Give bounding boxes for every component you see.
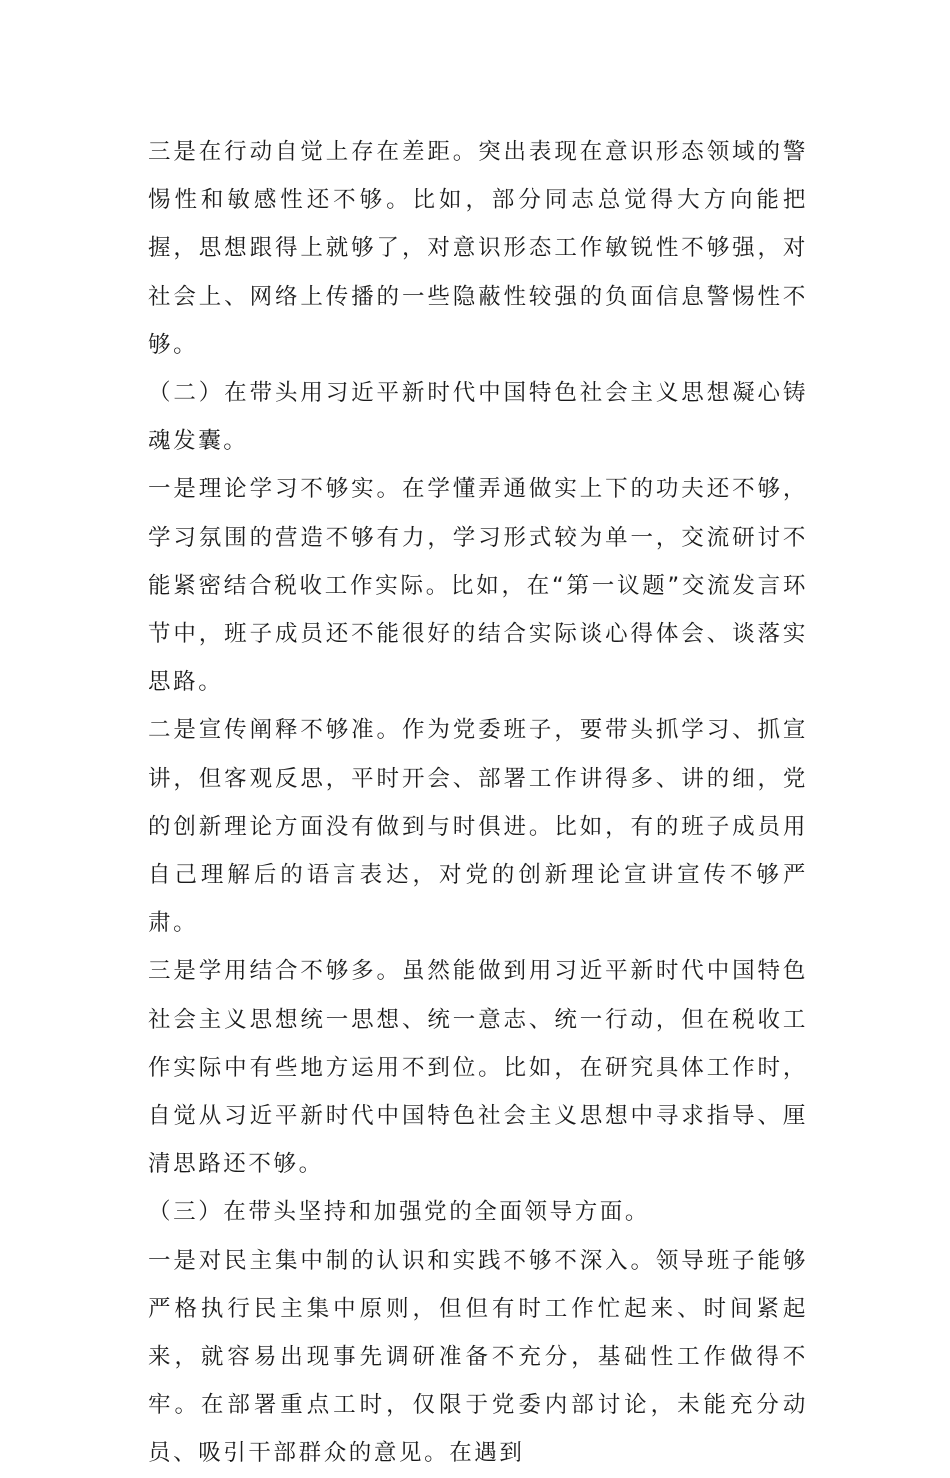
- paragraph-democratic-centralism: 一是对民主集中制的认识和实践不够不深入。领导班子能够严格执行民主集中原则，但但有时工作忙起来、时间紧起来，就容易出现事先调研准备不充分，基础性工作做得不牢。在部署重点工时，仅限于党委内部讨论，未能充分动员、吸引干部群众的意见。在遇到: [148, 1247, 808, 1467]
- document-body: [148, 128, 808, 1478]
- paragraph-publicity: 二是宣传阐释不够准。作为党委班子，要带头抓学习、抓宣讲，但客观反思，平时开会、部署工作讲得多、讲的细，党的创新理论方面没有做到与时俱进。比如，有的班子成员用自己理解后的语言表达，对党的创新理论宣讲宣传不够严肃。: [148, 717, 808, 937]
- paragraph-theory-study: 一是理论学习不够实。在学懂弄通做实上下的功夫还不够，学习氛围的营造不够有力，学习形式较为单一，交流研讨不能紧密结合税收工作实际。比如，在“第一议题”交流发言环节中，班子成员还不能很好的结合实际谈心得体会、谈落实思路。: [148, 476, 808, 696]
- paragraph-action-awareness: 三是在行动自觉上存在差距。突出表现在意识形态领域的警惕性和敏感性还不够。比如，部分同志总觉得大方向能把握，思想跟得上就够了，对意识形态工作敏锐性不够强，对社会上、网络上传播的一些隐蔽性较强的负面信息警惕性不够。: [148, 139, 808, 358]
- section-heading-three: （三）在带头坚持和加强党的全面领导方面。: [148, 1199, 651, 1226]
- section-heading-two: （二）在带头用习近平新时代中国特色社会主义思想凝心铸魂发囊。: [148, 380, 808, 455]
- paragraph-application: 三是学用结合不够多。虽然能做到用习近平新时代中国特色社会主义思想统一思想、统一意志、统一行动，但在税收工作实际中有些地方运用不到位。比如，在研究具体工作时，自觉从习近平新时代中国特色社会主义思想中寻求指导、厘清思路还不够。: [148, 958, 808, 1178]
